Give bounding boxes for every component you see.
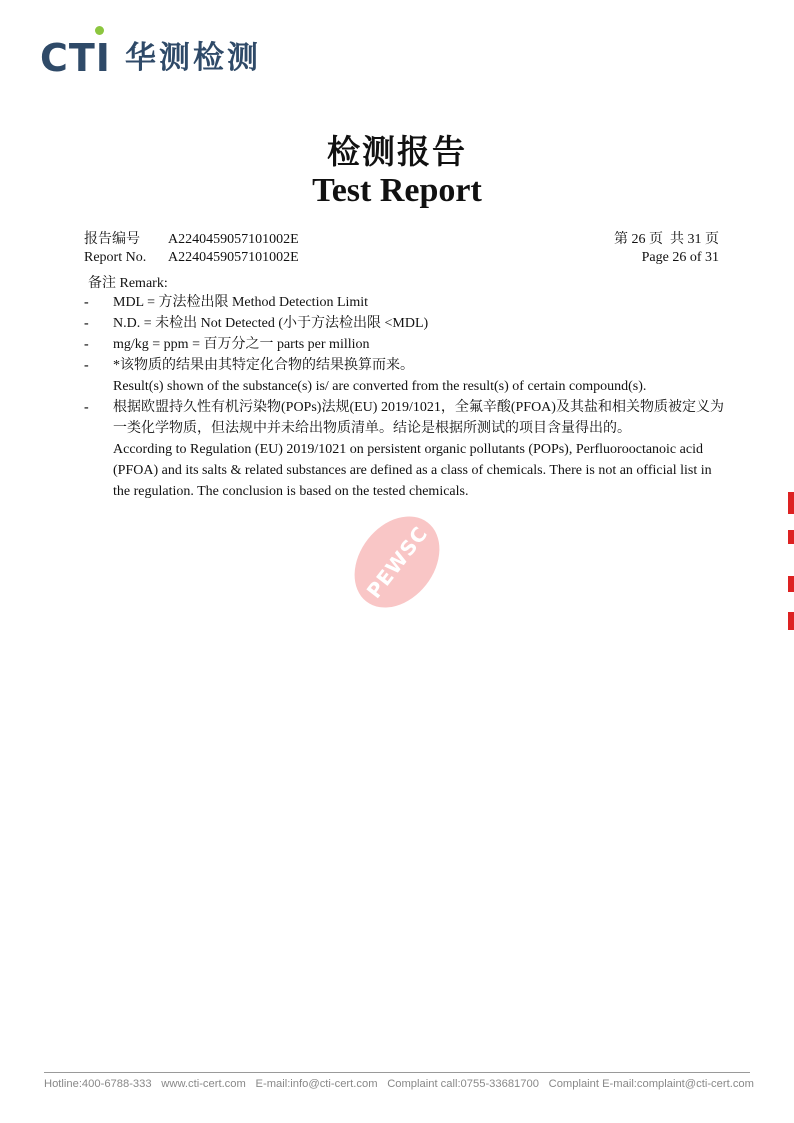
remark-item (84, 292, 724, 313)
remark-item (84, 334, 724, 355)
remark-line: N.D. = 未检出 Not Detected (小于方法检出限 <MDL) (113, 316, 429, 331)
report-no-label-en: Report No. (84, 250, 147, 265)
remark-heading: 备注 Remark: (88, 276, 168, 291)
edge-seal-mark (788, 576, 794, 592)
report-no-value: A2240459057101002E (168, 250, 299, 265)
report-no-value: A2240459057101002E (168, 232, 299, 247)
remark-item (84, 397, 724, 502)
remark-line: 根据欧盟持久性有机污染物(POPs)法规(EU) 2019/1021，全氟辛酸(PFOA)及其盐和相关物质被定义为 (113, 400, 724, 415)
page-title-english: Test Report (312, 172, 482, 209)
report-no-label-cn: 报告编号 (84, 232, 140, 247)
edge-seal-mark (788, 492, 794, 514)
page-number-cn: 第 26 页 共 31 页 (614, 232, 719, 247)
report-number-block (84, 231, 299, 267)
page-footer (44, 1078, 754, 1090)
footer-complaint-call: Complaint call:0755-33681700 (387, 1078, 539, 1090)
edge-seal-mark (788, 530, 794, 544)
footer-hotline: Hotline:400-6788-333 (44, 1078, 152, 1090)
page-number-block (614, 231, 719, 267)
remark-item (84, 355, 724, 397)
footer-divider (44, 1072, 750, 1073)
remark-line: According to Regulation (EU) 2019/1021 on persistent organic pollutants (POPs), Perfluorooctanoic acid (113, 442, 703, 457)
remark-line: (PFOA) and its salts & related substances are defined as a class of chemicals. There is not an official list in (113, 463, 712, 478)
remark-line: 一类化学物质，但法规中并未给出物质清单。结论是根据所测试的项目含量得出的。 (113, 421, 631, 436)
footer-complaint-email: Complaint E-mail:complaint@cti-cert.com (548, 1078, 754, 1090)
logo-chinese-name: 华测检测 (124, 39, 261, 76)
logo-dot (95, 26, 104, 35)
remark-line: MDL = 方法检出限 Method Detection Limit (113, 295, 369, 310)
remark-line: Result(s) shown of the substance(s) is/ are converted from the result(s) of certain compound(s). (113, 379, 647, 394)
bullet-dash: - (84, 358, 89, 373)
remark-line: mg/kg = ppm = 百万分之一 parts per million (113, 337, 370, 352)
remark-item (84, 313, 724, 334)
remark-line: the regulation. The conclusion is based on the tested chemicals. (113, 484, 469, 499)
bullet-dash: - (84, 400, 89, 415)
bullet-dash: - (84, 316, 89, 331)
footer-email: E-mail:info@cti-cert.com (255, 1078, 378, 1090)
watermark-stamp (337, 500, 457, 624)
bullet-dash: - (84, 337, 89, 352)
logo-cti-text: CTI (40, 36, 111, 80)
bullet-dash: - (84, 295, 89, 310)
remark-line: *该物质的结果由其特定化合物的结果换算而来。 (113, 358, 414, 373)
page-number-en: Page 26 of 31 (641, 250, 719, 265)
edge-seal-mark (788, 612, 794, 630)
page-title-chinese: 检测报告 (327, 135, 467, 171)
company-logo (40, 32, 261, 84)
remark-list (84, 292, 724, 502)
footer-website: www.cti-cert.com (161, 1078, 246, 1090)
stamp-text: PEWSC (361, 521, 433, 603)
